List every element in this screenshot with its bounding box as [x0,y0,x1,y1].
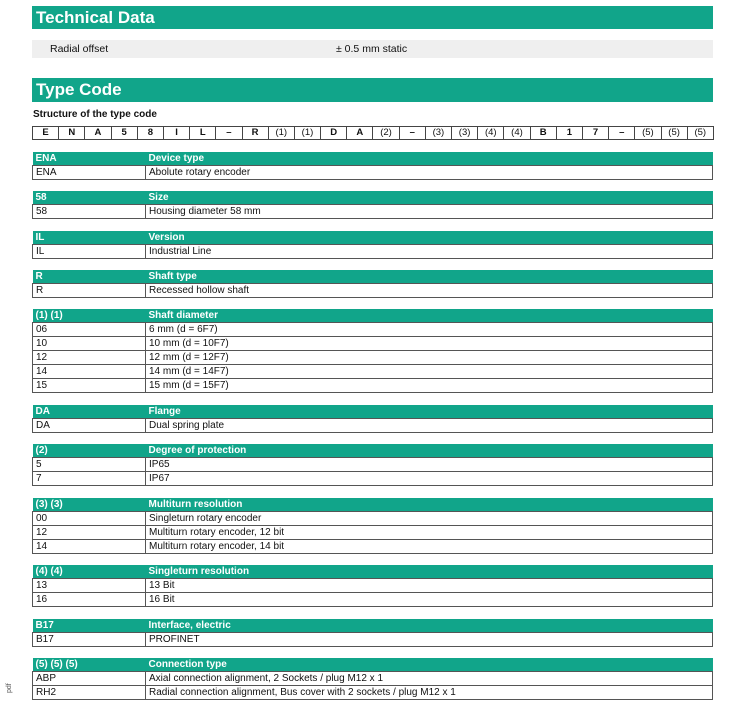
section-code: (3) (3) [33,498,146,512]
option-code: DA [33,419,146,433]
table-row [33,458,713,472]
table-row [33,337,713,351]
section-interface-electric [32,619,713,647]
type-code-cell: I [163,126,190,140]
type-code-cell: A [346,126,373,140]
option-description: 16 Bit [146,593,713,607]
option-description: Industrial Line [146,245,713,259]
type-code-cell: (4) [503,126,530,140]
option-description: Radial connection alignment, Bus cover with 2 sockets / plug M12 x 1 [146,686,713,700]
type-code-cell: 1 [556,126,583,140]
table-row [33,365,713,379]
option-description: Recessed hollow shaft [146,284,713,298]
option-description: 15 mm (d = 15F7) [146,379,713,393]
section-code: ENA [33,152,146,166]
option-code: R [33,284,146,298]
technical-data-heading: Technical Data [32,6,713,29]
section-code: (5) (5) (5) [33,658,146,672]
type-code-cell: E [32,126,59,140]
section-title: Flange [146,405,713,419]
table-row [33,379,713,393]
section-shaft-diameter [32,309,713,393]
option-code: ENA [33,166,146,180]
table-row [33,672,713,686]
option-code: 16 [33,593,146,607]
section-title: Interface, electric [146,619,713,633]
type-code-cell: – [215,126,242,140]
option-description: Housing diameter 58 mm [146,205,713,219]
section-shaft-type [32,270,713,298]
type-code-cell: 7 [582,126,609,140]
option-code: B17 [33,633,146,647]
table-row [33,512,713,526]
table-row [33,205,713,219]
section-title: Multiturn resolution [146,498,713,512]
section-title: Degree of protection [146,444,713,458]
section-title: Shaft type [146,270,713,284]
radial-offset-value: ± 0.5 mm static [336,43,408,55]
table-row [33,633,713,647]
option-code: IL [33,245,146,259]
option-code: ABP [33,672,146,686]
section-code: (4) (4) [33,565,146,579]
section-multiturn-resolution [32,498,713,554]
option-code: RH2 [33,686,146,700]
type-code-cell: 8 [137,126,164,140]
radial-offset-label: Radial offset [50,43,109,55]
option-description: 10 mm (d = 10F7) [146,337,713,351]
option-description: Singleturn rotary encoder [146,512,713,526]
structure-title: Structure of the type code [33,109,157,120]
type-code-cell: (3) [425,126,452,140]
option-code: 58 [33,205,146,219]
type-code-cell: (2) [372,126,399,140]
option-description: IP65 [146,458,713,472]
option-description: PROFINET [146,633,713,647]
type-code-cell: R [242,126,269,140]
option-description: 12 mm (d = 12F7) [146,351,713,365]
option-code: 14 [33,540,146,554]
option-description: 14 mm (d = 14F7) [146,365,713,379]
table-row [33,323,713,337]
option-description: Dual spring plate [146,419,713,433]
table-row [33,419,713,433]
section-code: IL [33,231,146,245]
option-description: Axial connection alignment, 2 Sockets / plug M12 x 1 [146,672,713,686]
option-description: 13 Bit [146,579,713,593]
section-title: Shaft diameter [146,309,713,323]
section-title: Singleturn resolution [146,565,713,579]
section-size [32,191,713,219]
section-title: Device type [146,152,713,166]
type-code-cell: (5) [634,126,661,140]
radial-offset-row [32,40,713,58]
type-code-cell: (5) [687,126,714,140]
option-code: 13 [33,579,146,593]
option-code: 10 [33,337,146,351]
table-row [33,686,713,700]
section-code: B17 [33,619,146,633]
table-row [33,579,713,593]
section-code: 58 [33,191,146,205]
option-description: Multiturn rotary encoder, 14 bit [146,540,713,554]
section-version [32,231,713,259]
table-row [33,593,713,607]
type-code-heading: Type Code [32,78,713,102]
type-code-cell: A [84,126,111,140]
type-code-cell: – [399,126,426,140]
table-row [33,351,713,365]
option-description: Abolute rotary encoder [146,166,713,180]
section-flange [32,405,713,433]
type-code-structure [32,126,713,140]
option-description: IP67 [146,472,713,486]
table-row [33,526,713,540]
type-code-cell: N [58,126,85,140]
section-code: R [33,270,146,284]
section-device-type [32,152,713,180]
table-row [33,540,713,554]
table-row [33,166,713,180]
side-note: pdf [6,683,13,693]
table-row [33,472,713,486]
type-code-cell: B [530,126,557,140]
option-code: 12 [33,351,146,365]
section-code: (2) [33,444,146,458]
type-code-cell: (1) [268,126,295,140]
section-code: (1) (1) [33,309,146,323]
section-singleturn-resolution [32,565,713,607]
option-code: 7 [33,472,146,486]
option-code: 15 [33,379,146,393]
section-title: Version [146,231,713,245]
type-code-cell: (3) [451,126,478,140]
type-code-cell: (5) [661,126,688,140]
option-code: 14 [33,365,146,379]
section-code: DA [33,405,146,419]
section-title: Connection type [146,658,713,672]
section-connection-type [32,658,713,700]
option-description: Multiturn rotary encoder, 12 bit [146,526,713,540]
option-code: 12 [33,526,146,540]
option-code: 5 [33,458,146,472]
option-code: 00 [33,512,146,526]
table-row [33,245,713,259]
type-code-cell: – [608,126,635,140]
type-code-cell: D [320,126,347,140]
type-code-cell: 5 [111,126,138,140]
section-title: Size [146,191,713,205]
option-description: 6 mm (d = 6F7) [146,323,713,337]
type-code-cell: (4) [477,126,504,140]
option-code: 06 [33,323,146,337]
section-degree-of-protection [32,444,713,486]
table-row [33,284,713,298]
type-code-cell: L [189,126,216,140]
type-code-cell: (1) [294,126,321,140]
